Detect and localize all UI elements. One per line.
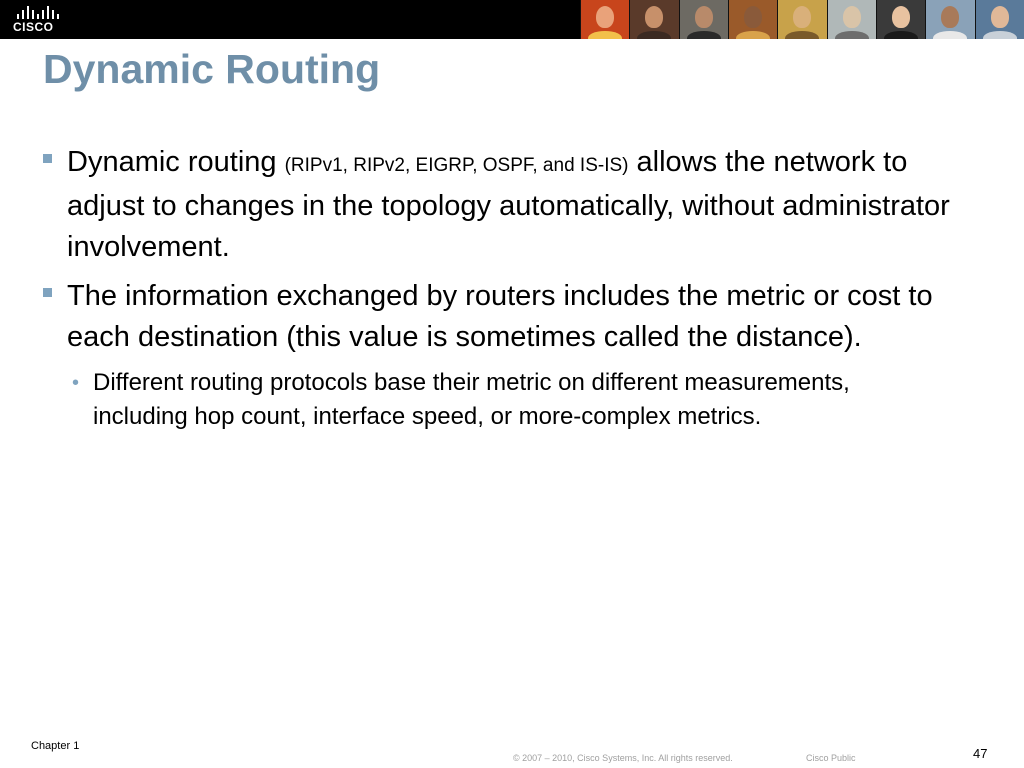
- header-photo: [876, 0, 925, 39]
- bullet-text-start: Dynamic routing: [67, 146, 285, 178]
- photo-face: [843, 6, 861, 28]
- cisco-bars-icon: [16, 6, 64, 20]
- photo-shoulders: [884, 31, 918, 39]
- square-bullet-icon: [43, 288, 52, 297]
- cisco-logo: [10, 6, 70, 34]
- photo-face: [991, 6, 1009, 28]
- header-photo: [679, 0, 728, 39]
- photo-face: [695, 6, 713, 28]
- footer-copyright: © 2007 – 2010, Cisco Systems, Inc. All rights reserved.: [513, 753, 733, 763]
- sub-bullet-text: Different routing protocols base their metric on different measurements, including hop count, interface speed, or more-complex metrics.: [93, 369, 850, 430]
- protocol-list: (RIPv1, RIPv2, EIGRP, OSPF, and IS-IS): [284, 155, 629, 176]
- photo-face: [744, 6, 762, 28]
- photo-face: [645, 6, 663, 28]
- header-photo: [827, 0, 876, 39]
- dot-bullet-icon: •: [72, 372, 80, 394]
- photo-shoulders: [933, 31, 967, 39]
- header-photo: [777, 0, 826, 39]
- header-photo: [925, 0, 974, 39]
- photo-shoulders: [637, 31, 671, 39]
- bullet-text: The information exchanged by routers includes the metric or cost to each destination (this value is sometimes called the distance).: [67, 280, 933, 353]
- slide-body: [43, 142, 973, 434]
- header-photo: [975, 0, 1024, 39]
- header-bar: [0, 0, 1024, 39]
- square-bullet-icon: [43, 154, 52, 163]
- photo-shoulders: [588, 31, 622, 39]
- photo-face: [793, 6, 811, 28]
- photo-shoulders: [983, 31, 1017, 39]
- header-photo-strip: [580, 0, 1024, 39]
- footer-chapter: Chapter 1: [31, 740, 80, 752]
- header-photo: [580, 0, 629, 39]
- photo-face: [892, 6, 910, 28]
- page-number: 47: [973, 746, 988, 761]
- photo-shoulders: [835, 31, 869, 39]
- header-photo: [728, 0, 777, 39]
- bullet-dynamic-routing: [43, 142, 973, 268]
- photo-face: [596, 6, 614, 28]
- photo-shoulders: [687, 31, 721, 39]
- bullet-information-exchanged: [43, 276, 973, 358]
- footer-classification: Cisco Public: [806, 753, 856, 763]
- photo-shoulders: [785, 31, 819, 39]
- sub-bullet-metrics: [69, 366, 913, 434]
- photo-face: [941, 6, 959, 28]
- photo-shoulders: [736, 31, 770, 39]
- header-photo: [629, 0, 678, 39]
- slide-title: Dynamic Routing: [43, 46, 381, 92]
- cisco-wordmark: CISCO: [13, 20, 54, 34]
- bullet-text-end: allows the network to adjust to changes in the topology automatically, without administrator involvement.: [67, 146, 950, 263]
